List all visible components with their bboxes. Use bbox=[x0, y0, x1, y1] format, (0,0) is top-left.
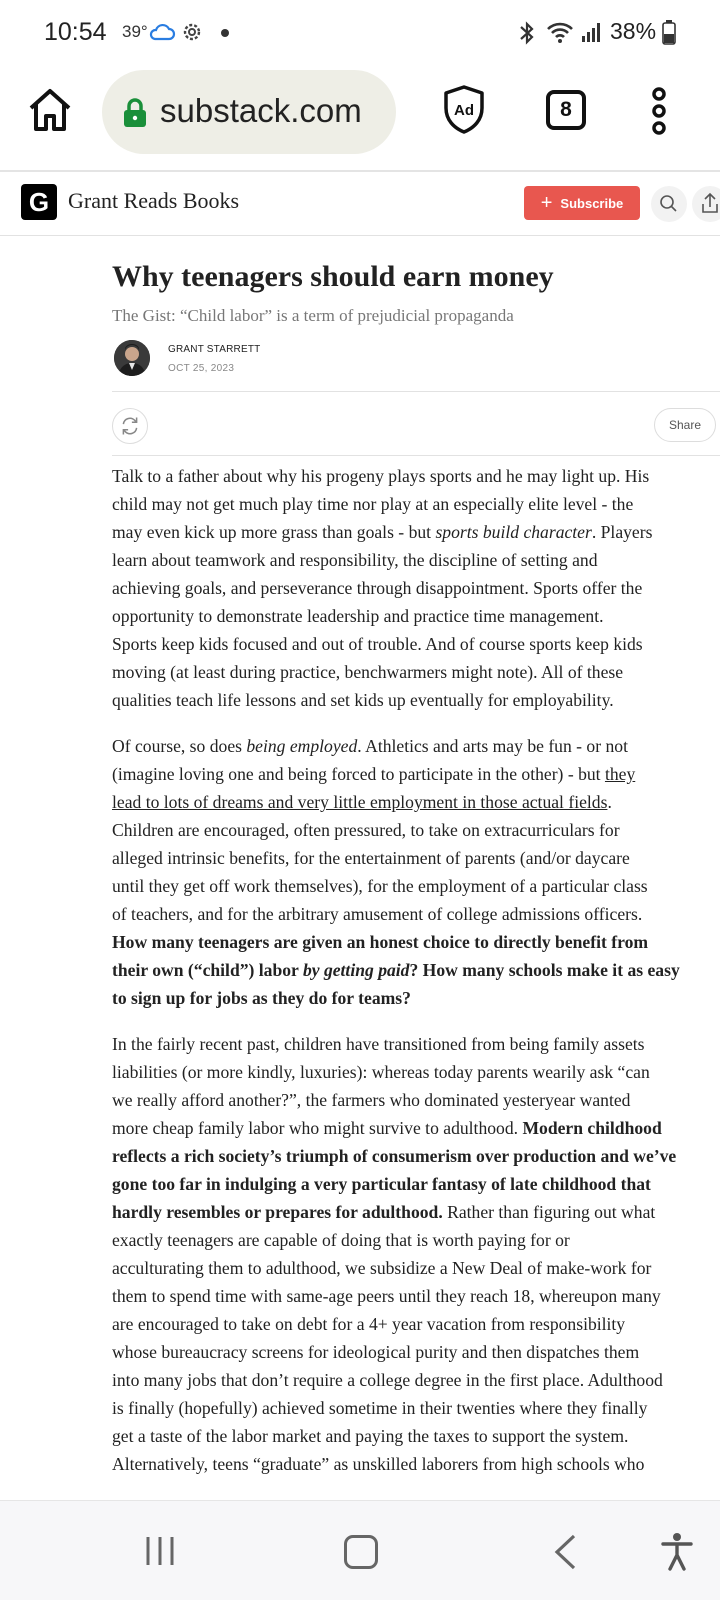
bold-text-line: reflects a rich society’s triumph of consumerism over production and we’ve bbox=[112, 1146, 677, 1166]
text-line: into many jobs that don’t require a college degree in the first place. Adulthood bbox=[112, 1370, 663, 1390]
bluetooth-icon bbox=[516, 20, 538, 46]
text-line: Sports keep kids focused and out of trouble. And of course sports keep kids bbox=[112, 634, 643, 654]
publication-header bbox=[0, 174, 720, 236]
search-button[interactable] bbox=[651, 186, 687, 222]
bold-text: Modern childhood bbox=[522, 1118, 662, 1138]
bold-text-line: gone too far in indulging a very particular fantasy of late childhood that bbox=[112, 1174, 651, 1194]
url-value: substack.com bbox=[160, 92, 362, 129]
bold-text: hardly resembles or prepares for adulthood. bbox=[112, 1202, 443, 1222]
status-time: 10:54 bbox=[44, 18, 107, 46]
status-bar bbox=[0, 0, 720, 66]
text-line: whose bureaucracy screens for ideological purity and then dispatches them bbox=[112, 1342, 640, 1362]
subscribe-label: Subscribe bbox=[560, 195, 624, 211]
text-run: may even kick up more grass than goals - but bbox=[112, 522, 436, 542]
battery-percent: 38% bbox=[610, 18, 657, 44]
emphasis-text: sports build character bbox=[435, 522, 592, 542]
text-run: . Players bbox=[591, 522, 653, 542]
text-line: qualities teach life lessons and set kids up eventually for employability. bbox=[112, 690, 614, 710]
emphasis-text: being employed bbox=[246, 736, 358, 756]
text-line: Talk to a father about why his progeny plays sports and he may light up. His bbox=[112, 466, 650, 486]
svg-text:Ad: Ad bbox=[454, 102, 474, 119]
text-run: . bbox=[607, 792, 612, 812]
accessibility-icon[interactable] bbox=[660, 1531, 694, 1571]
notification-dot bbox=[221, 29, 229, 37]
status-temperature: 39° bbox=[122, 22, 148, 41]
browser-toolbar bbox=[0, 66, 720, 172]
wifi-icon bbox=[546, 20, 574, 44]
text-line: alleged intrinsic benefits, for the entertainment of parents (and/or daycare bbox=[112, 848, 630, 868]
inline-link[interactable]: they bbox=[604, 764, 636, 784]
text-line: Children are encouraged, often pressured, to take on extracurriculars for bbox=[112, 820, 620, 840]
text-line: moving (at least during practice, benchwarmers might note). All of these bbox=[112, 662, 624, 682]
text-run: Of course, so does bbox=[112, 736, 247, 756]
recent-apps-icon[interactable] bbox=[144, 1535, 176, 1567]
text-line: get a taste of the labor market and paying the taxes to support the system. bbox=[112, 1426, 629, 1446]
text-line: learn about teamwork and responsibility, the discipline of setting and bbox=[112, 550, 598, 570]
publication-name[interactable]: Grant Reads Books bbox=[68, 188, 240, 213]
text-line: of teachers, and for the arbitrary amusement of college admissions officers. bbox=[112, 904, 643, 924]
plus-icon: + bbox=[540, 192, 553, 214]
text-line: until they get off work themselves), for the employment of a particular class bbox=[112, 876, 648, 896]
article-subtitle: The Gist: “Child labor” is a term of prejudicial propaganda bbox=[112, 306, 514, 325]
text-line bbox=[112, 732, 720, 760]
text-line: we really afford another?”, the farmers who dominated yesteryear wanted bbox=[112, 1090, 631, 1110]
author-photo bbox=[114, 340, 150, 376]
text-run: more cheap family labor who might survive to adulthood. bbox=[112, 1118, 523, 1138]
article-title: Why teenagers should earn money bbox=[112, 260, 554, 293]
text-run: their own (“child”) labor bbox=[112, 960, 303, 980]
emphasis-text: by getting paid bbox=[302, 960, 410, 980]
post-date: OCT 25, 2023 bbox=[168, 363, 235, 374]
text-line: child may not get much play time nor play at an especially elite level - the bbox=[112, 494, 634, 514]
divider bbox=[112, 455, 720, 456]
subscribe-button[interactable] bbox=[524, 186, 640, 220]
ad-block-shield-icon[interactable] bbox=[442, 84, 486, 134]
share-page-button[interactable] bbox=[692, 186, 720, 222]
paragraph-3 bbox=[112, 1030, 720, 1478]
system-navigation-bar bbox=[0, 1500, 720, 1600]
gear-icon bbox=[180, 20, 204, 44]
inline-link[interactable]: lead to lots of dreams and very little employment in those actual fields bbox=[112, 792, 608, 812]
text-line: achieving goals, and perseverance through disappointment. Sports offer the bbox=[112, 578, 643, 598]
bold-text-line: How many teenagers are given an honest choice to directly benefit from bbox=[112, 932, 649, 952]
signal-icon bbox=[580, 20, 604, 44]
text-line bbox=[112, 760, 720, 788]
text-line: opportunity to demonstrate leadership and practice time management. bbox=[112, 606, 604, 626]
more-options-icon[interactable] bbox=[644, 86, 674, 136]
divider bbox=[112, 391, 720, 392]
text-line: acculturating them to adulthood, we subsidize a New Deal of make-work for bbox=[112, 1258, 652, 1278]
text-run: (imagine loving one and being forced to participate in the other) - but bbox=[112, 764, 605, 784]
text-line: them to spend time with same-age peers until they reach 18, whereupon many bbox=[112, 1286, 661, 1306]
text-line: is finally (hopefully) achieved sometime in their twenties where they finally bbox=[112, 1398, 648, 1418]
text-line bbox=[112, 788, 720, 816]
back-icon[interactable] bbox=[552, 1533, 578, 1571]
publication-logo[interactable]: G bbox=[21, 184, 57, 220]
text-line: exactly teenagers are capable of doing that is worth paying for or bbox=[112, 1230, 570, 1250]
article-body bbox=[112, 462, 720, 1496]
text-line: liabilities (or more kindly, luxuries): whereas today parents wearily ask “can bbox=[112, 1062, 650, 1082]
text-line: In the fairly recent past, children have transitioned from being family assets bbox=[112, 1034, 645, 1054]
author-avatar[interactable] bbox=[114, 340, 150, 376]
restack-icon bbox=[113, 409, 147, 443]
address-bar[interactable] bbox=[102, 70, 396, 154]
home-icon[interactable] bbox=[26, 86, 74, 134]
system-home-icon[interactable] bbox=[344, 1535, 378, 1569]
text-line: are encouraged to take on debt for a 4+ year vacation from responsibility bbox=[112, 1314, 626, 1334]
share-button[interactable]: Share bbox=[654, 408, 716, 442]
share-icon bbox=[692, 186, 720, 222]
url-text[interactable] bbox=[160, 92, 396, 136]
bold-text-line bbox=[112, 956, 720, 984]
bold-text-line: to sign up for jobs as they do for teams? bbox=[112, 988, 411, 1008]
lock-icon bbox=[122, 98, 148, 128]
text-run: ? How many schools make it as easy bbox=[409, 960, 680, 980]
text-line: Alternatively, teens “graduate” as unskilled laborers from high schools who bbox=[112, 1454, 645, 1474]
paragraph-1 bbox=[112, 462, 720, 714]
tab-switcher-button[interactable]: 8 bbox=[546, 90, 586, 130]
text-run: Rather than figuring out what bbox=[442, 1202, 656, 1222]
text-run: . Athletics and arts may be fun - or not bbox=[357, 736, 628, 756]
text-line bbox=[112, 1114, 720, 1142]
text-line bbox=[112, 518, 720, 546]
paragraph-2 bbox=[112, 732, 720, 1012]
author-name[interactable]: GRANT STARRETT bbox=[168, 344, 261, 355]
restack-button[interactable] bbox=[112, 408, 148, 444]
battery-icon bbox=[662, 20, 676, 45]
search-icon bbox=[651, 186, 687, 222]
cloud-icon bbox=[148, 20, 176, 44]
text-line bbox=[112, 1198, 720, 1226]
